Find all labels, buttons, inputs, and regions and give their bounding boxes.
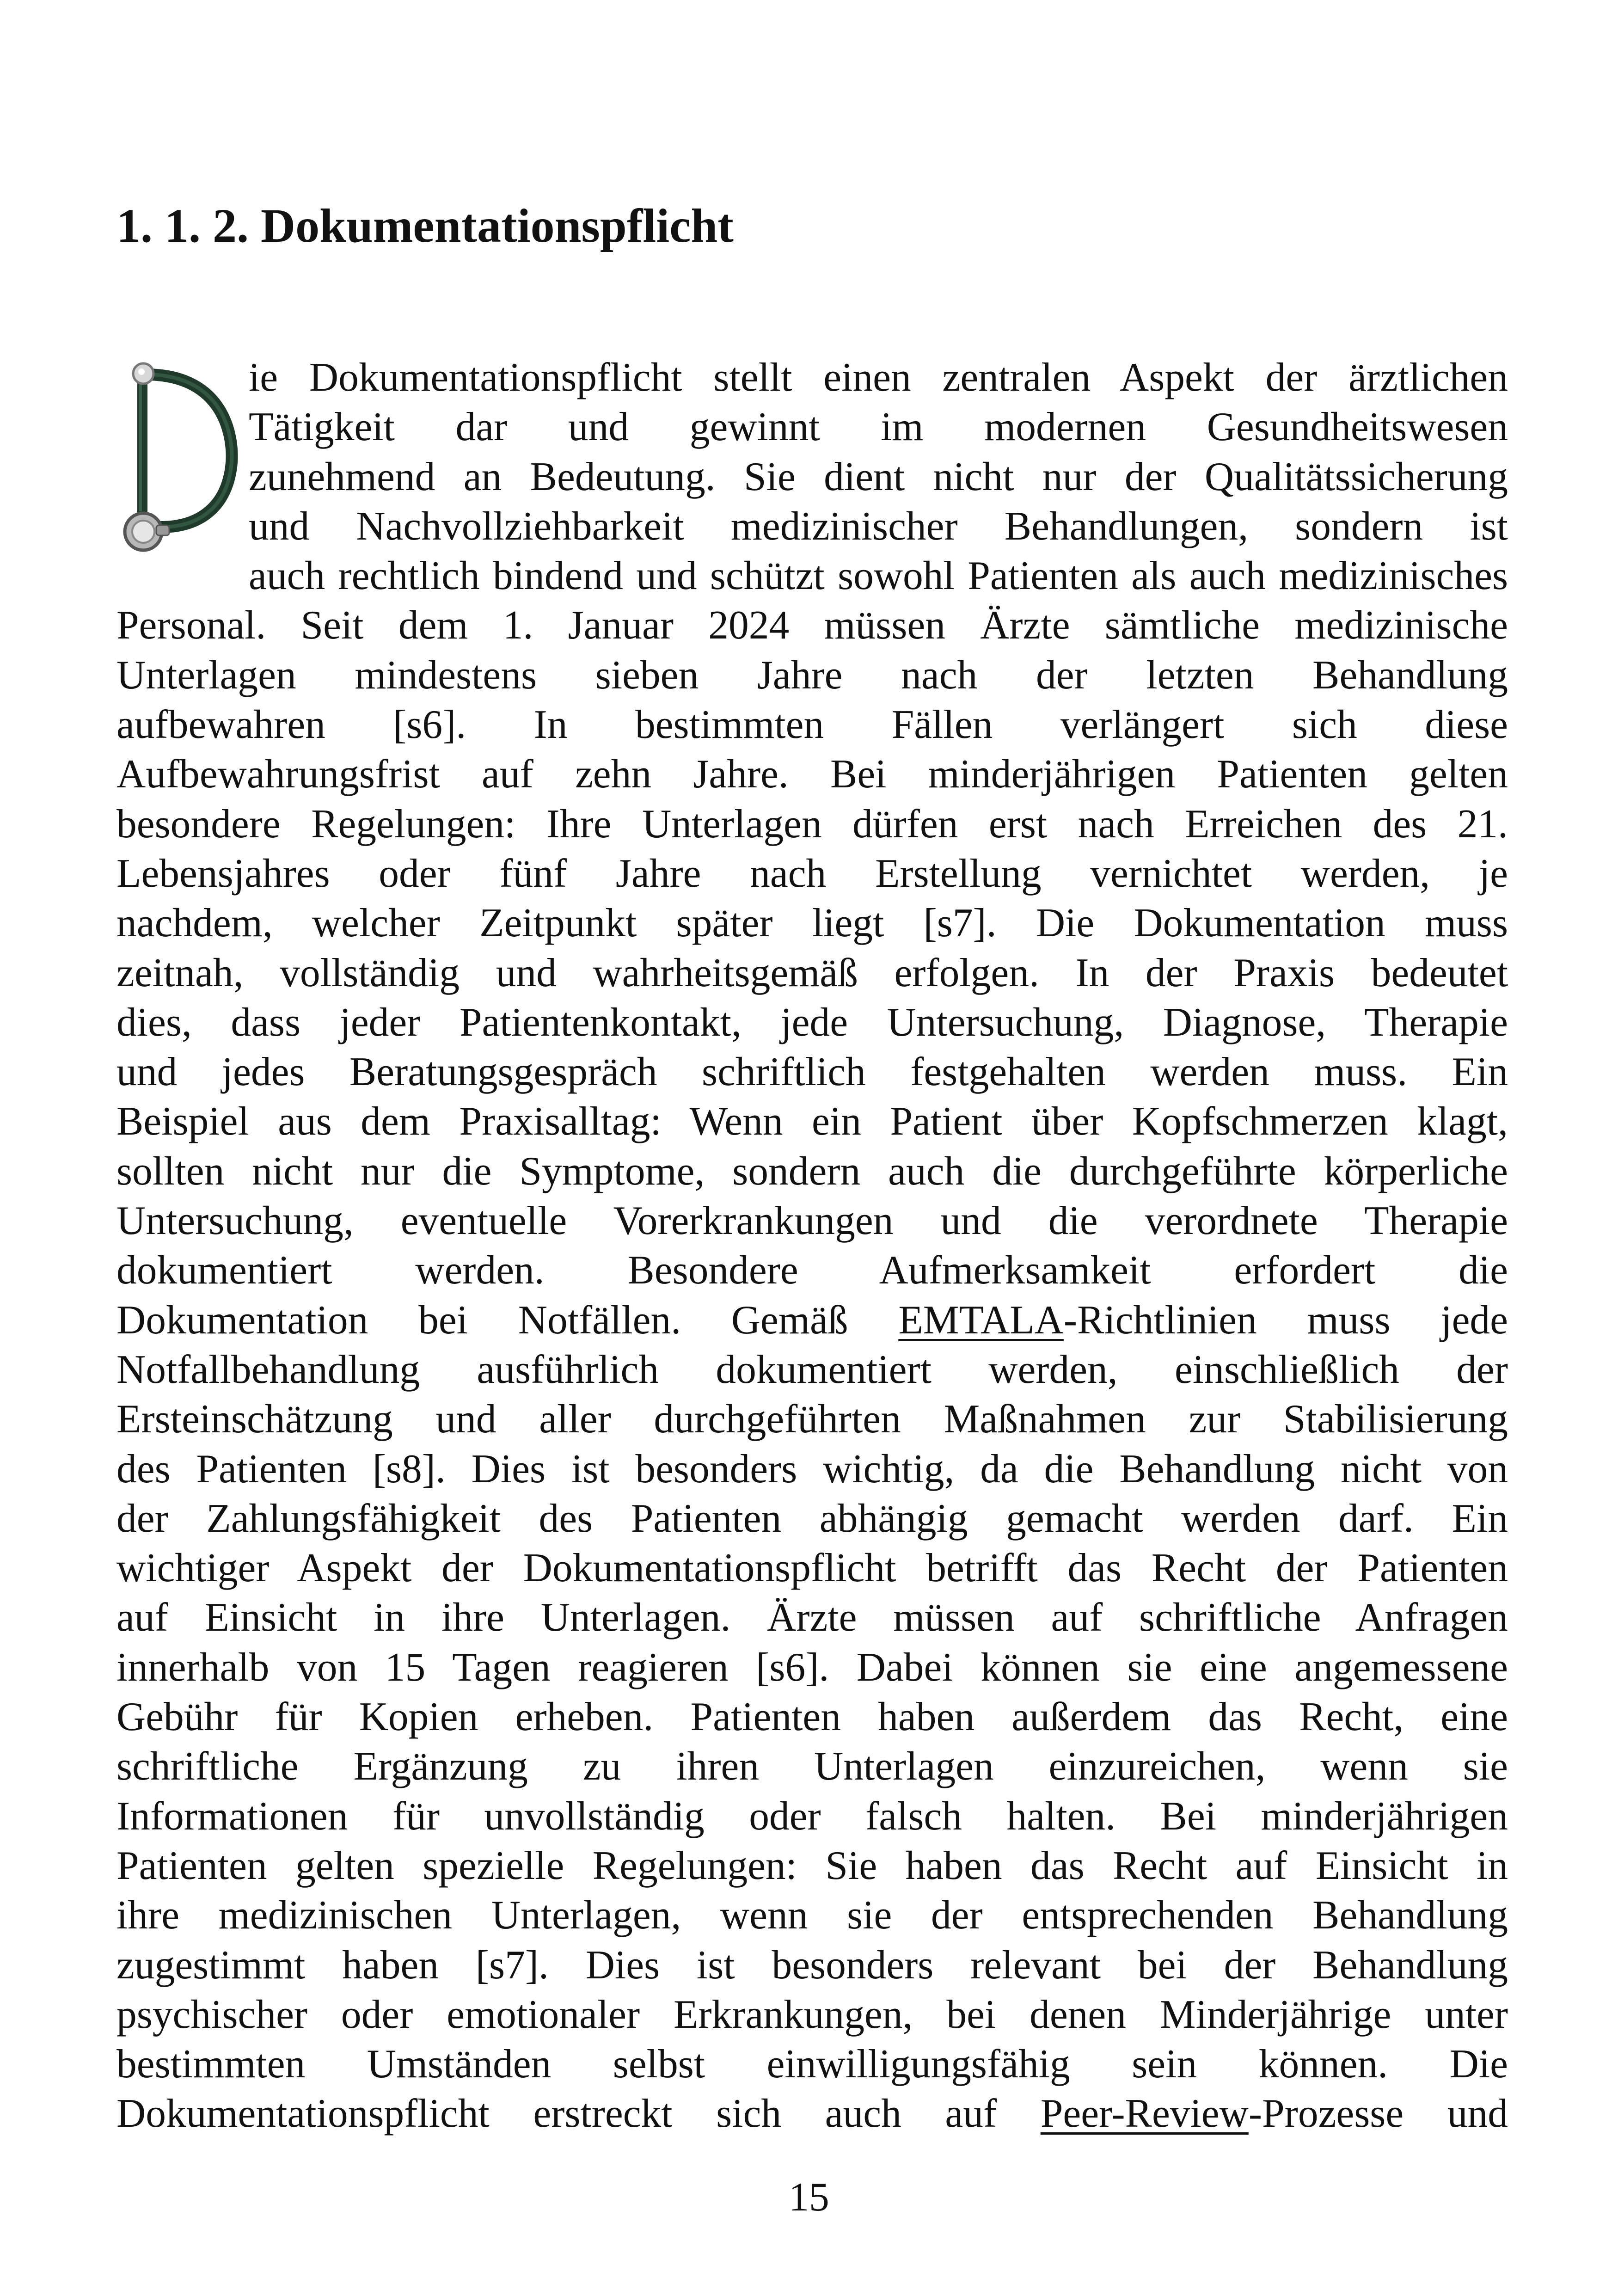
text-line: psychischer oder emotionaler Erkrankungen, bei denen Minderjährige unter [116, 1991, 1508, 2037]
body-paragraph [116, 352, 1508, 2138]
text-line: zeitnah, vollständig und wahrheitsgemäß erfolgen. In der Praxis bedeutet [116, 950, 1508, 995]
text-line: Tätigkeit dar und gewinnt im modernen Gesundheitswesen [249, 404, 1508, 449]
text-line: Ersteinschätzung und aller durchgeführten Maßnahmen zur Stabilisierung [116, 1396, 1508, 1442]
text-line: Unterlagen mindestens sieben Jahre nach der letzten Behandlung [116, 652, 1508, 697]
text-line: Lebensjahres oder fünf Jahre nach Erstellung vernichtet werden, je [116, 850, 1508, 896]
text-line: zugestimmt haben [s7]. Dies ist besonders relevant bei der Behandlung [116, 1942, 1508, 1987]
text-line: wichtiger Aspekt der Dokumentationspflicht betrifft das Recht der Patienten [116, 1545, 1508, 1590]
text-line: Aufbewahrungsfrist auf zehn Jahre. Bei minderjährigen Patienten gelten [116, 751, 1508, 797]
text-line: des Patienten [s8]. Dies ist besonders wichtig, da die Behandlung nicht von [116, 1446, 1508, 1491]
text-fragment: Dokumentation bei Notfällen. Gemäß [116, 1297, 899, 1342]
text-fragment: -Richtlinien muss jede [1063, 1297, 1508, 1342]
text-line: und jedes Beratungsgespräch schriftlich festgehalten werden muss. Ein [116, 1049, 1508, 1094]
text-line: besondere Regelungen: Ihre Unterlagen dürfen erst nach Erreichen des 21. [116, 801, 1508, 846]
text-line: Personal. Seit dem 1. Januar 2024 müssen Ärzte sämtliche medizinische [116, 602, 1508, 648]
text-line: nachdem, welcher Zeitpunkt später liegt [s7]. Die Dokumentation muss [116, 900, 1508, 945]
text-line: Notfallbehandlung ausführlich dokumentiert werden, einschließlich der [116, 1346, 1508, 1392]
text-line: Informationen für unvollständig oder falsch halten. Bei minderjährigen [116, 1793, 1508, 1838]
text-line: innerhalb von 15 Tagen reagieren [s6]. Dabei können sie eine angemessene [116, 1644, 1508, 1689]
text-line: sollten nicht nur die Symptome, sondern auch die durchgeführte körperliche [116, 1148, 1508, 1193]
peer-review-link[interactable]: Peer-Review [1040, 2091, 1249, 2136]
text-line: zunehmend an Bedeutung. Sie dient nicht nur der Qualitätssicherung [249, 454, 1508, 499]
text-line: dokumentiert werden. Besondere Aufmerksamkeit erfordert die [116, 1247, 1508, 1293]
text-line: und Nachvollziehbarkeit medizinischer Behandlungen, sondern ist [249, 503, 1508, 548]
text-line: bestimmten Umständen selbst einwilligungsfähig sein können. Die [116, 2041, 1508, 2087]
text-line: Gebühr für Kopien erheben. Patienten haben außerdem das Recht, eine [116, 1694, 1508, 1739]
text-line: ihre medizinischen Unterlagen, wenn sie der entsprechenden Behandlung [116, 1892, 1508, 1938]
section-heading: 1. 1. 2. Dokumentationspflicht [116, 199, 734, 252]
text-fragment: Dokumentationspflicht erstreckt sich auch auf [116, 2091, 1041, 2136]
text-line: aufbewahren [s6]. In bestimmten Fällen verlängert sich diese [116, 702, 1508, 747]
text-line: der Zahlungsfähigkeit des Patienten abhängig gemacht werden darf. Ein [116, 1495, 1508, 1541]
text-fragment: -Prozesse und [1248, 2091, 1508, 2136]
text-line: auch rechtlich bindend und schützt sowohl Patienten als auch medizinisches [249, 553, 1508, 598]
text-line: Beispiel aus dem Praxisalltag: Wenn ein Patient über Kopfschmerzen klagt, [116, 1099, 1508, 1144]
text-line-emtala [116, 1295, 1508, 1344]
text-line-peer-review [116, 2088, 1508, 2138]
emtala-link[interactable]: EMTALA [898, 1297, 1064, 1342]
text-line: auf Einsicht in ihre Unterlagen. Ärzte müssen auf schriftliche Anfragen [116, 1595, 1508, 1640]
text-line: ie Dokumentationspflicht stellt einen zentralen Aspekt der ärztlichen [249, 355, 1508, 399]
text-line: Patienten gelten spezielle Regelungen: Sie haben das Recht auf Einsicht in [116, 1842, 1508, 1888]
text-line: schriftliche Ergänzung zu ihren Unterlagen einzureichen, wenn sie [116, 1743, 1508, 1789]
text-line: Untersuchung, eventuelle Vorerkrankungen und die verordnete Therapie [116, 1198, 1508, 1243]
page-number: 15 [789, 2174, 829, 2219]
text-line: dies, dass jeder Patientenkontakt, jede Untersuchung, Diagnose, Therapie [116, 999, 1508, 1044]
stethoscope-d-icon [110, 361, 245, 555]
